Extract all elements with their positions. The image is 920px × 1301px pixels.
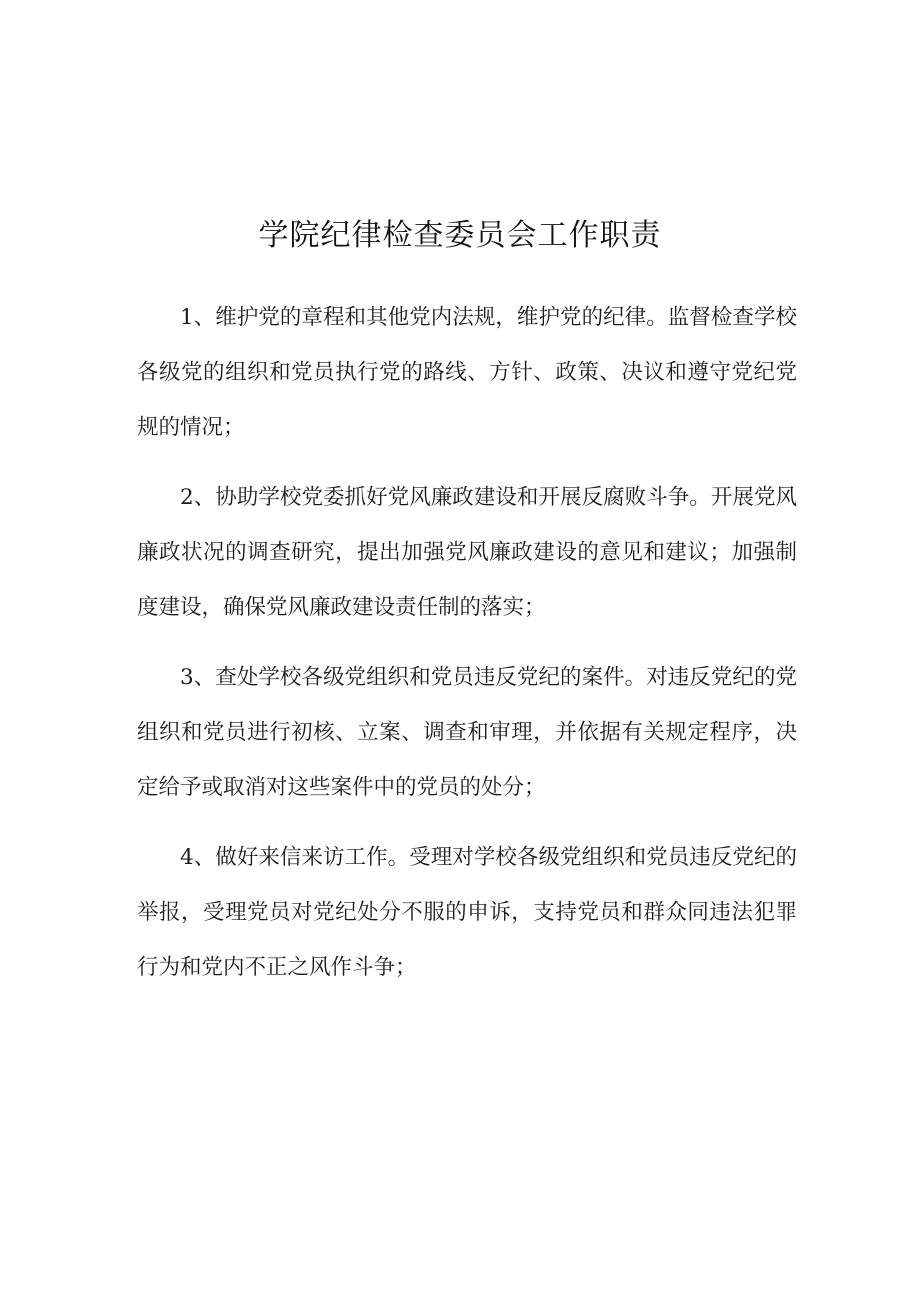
duty-paragraph-2: 2、协助学校党委抓好党风廉政建设和开展反腐败斗争。开展党风廉政状况的调查研究，提出加强党风廉政建设的意见和建议；加强制度建设，确保党风廉政建设责任制的落实； — [137, 485, 797, 620]
document-body — [137, 290, 797, 1010]
document-title: 学院纪律检查委员会工作职责 — [258, 218, 662, 253]
duty-paragraph-3: 3、查处学校各级党组织和党员违反党纪的案件。对违反党纪的党组织和党员进行初核、立案、调查和审理，并依据有关规定程序，决定给予或取消对这些案件中的党员的处分； — [137, 665, 797, 800]
duty-paragraph-4: 4、做好来信来访工作。受理对学校各级党组织和党员违反党纪的举报，受理党员对党纪处分不服的申诉，支持党员和群众同违法犯罪行为和党内不正之风作斗争； — [137, 845, 797, 980]
duty-paragraph-1: 1、维护党的章程和其他党内法规，维护党的纪律。监督检查学校各级党的组织和党员执行党的路线、方针、政策、决议和遵守党纪党规的情况； — [137, 305, 797, 440]
